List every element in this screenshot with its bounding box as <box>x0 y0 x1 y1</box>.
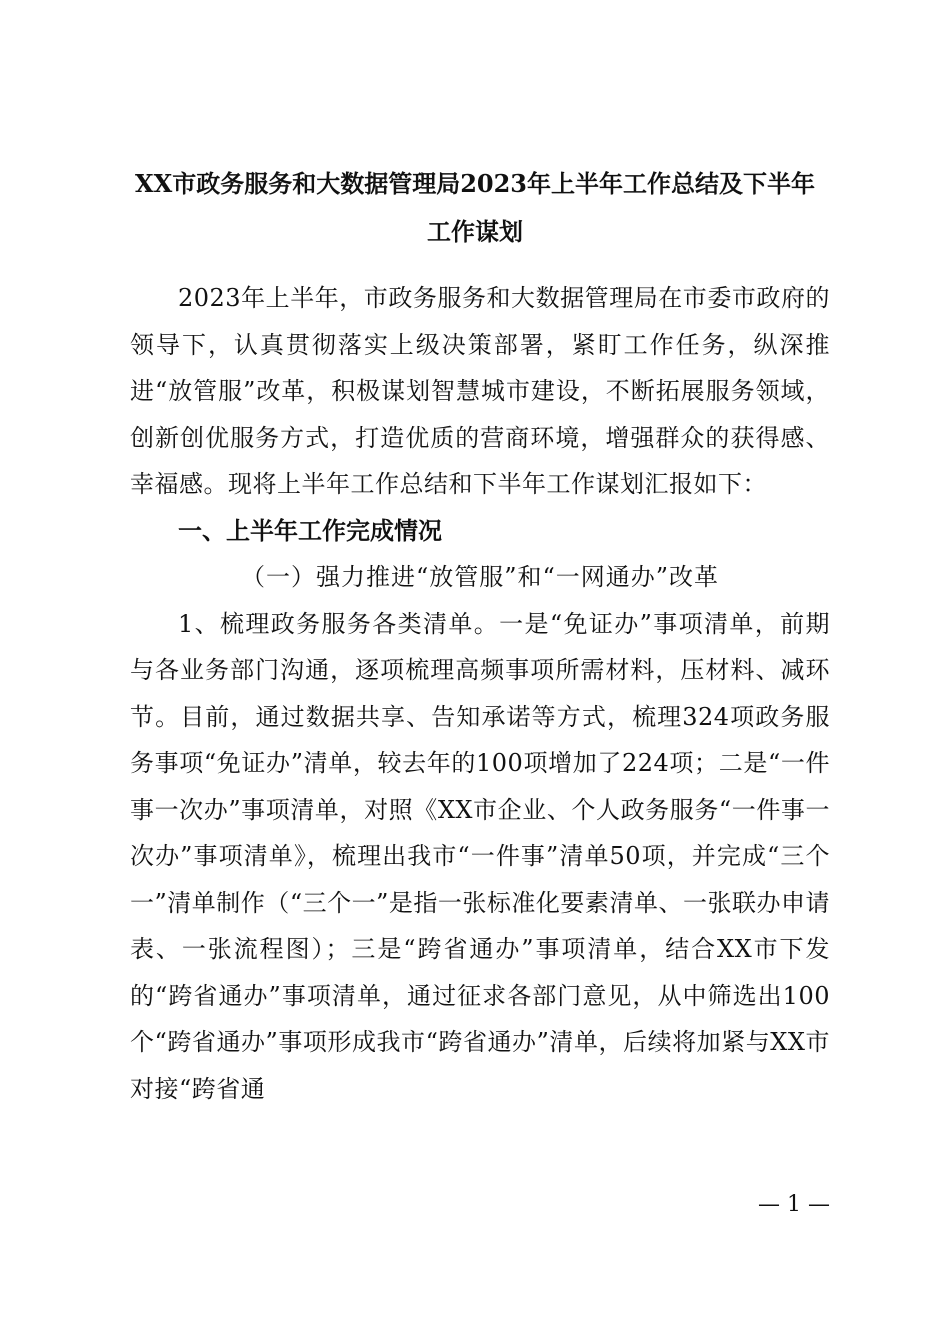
section-heading: 一、上半年工作完成情况 <box>178 516 442 545</box>
document-title-line-1: XX市政务服务和大数据管理局2023年上半年工作总结及下半年 <box>134 169 816 198</box>
subsection-heading: （一）强力推进“放管服”和“一网通办”改革 <box>240 563 720 591</box>
body-paragraph: 1、梳理政务服务各类清单。一是“免证办”事项清单，前期与各业务部门沟通，逐项梳理高频事项所需材料，压材料、减环节。目前，通过数据共享、告知承诺等方式，梳理324项政务服务事项“免证办”清单，较去年的100项增加了224项；二是“一件事一次办”事项清单，对照《XX市企业、个人政务服务“一件事一次办”事项清单》，梳理出我市“一件事”清单50项，并完成“三个一”清单制作（“三个一”是指一张标准化要素清单、一张联办申请表、一张流程图）；三是“跨省通办”事项清单，结合XX市下发的“跨省通办”事项清单，通过征求各部门意见，从中筛选出100个“跨省通办”事项形成我市“跨省通办”清单，后续将加紧与XX市对接“跨省通 <box>130 609 830 1103</box>
intro-paragraph: 2023年上半年，市政务服务和大数据管理局在市委市政府的领导下，认真贯彻落实上级决策部署，紧盯工作任务，纵深推进“放管服”改革，积极谋划智慧城市建设，不断拓展服务领域，创新创优服务方式，打造优质的营商环境，增强群众的获得感、幸福感。现将上半年工作总结和下半年工作谋划汇报如下： <box>130 284 830 498</box>
page-number: — 1 — <box>758 1192 830 1217</box>
document-body <box>130 275 830 1112</box>
document-title-line-2: 工作谋划 <box>427 217 523 246</box>
